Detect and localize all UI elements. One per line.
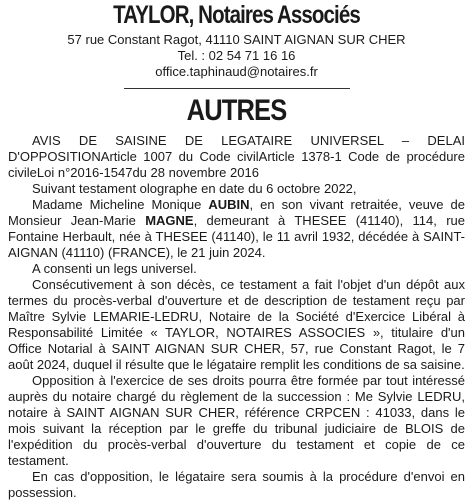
notice-paragraph-legacy: A consenti un legs universel. (32, 261, 197, 276)
firm-contact-block (4, 32, 469, 80)
deceased-text-a: Madame Micheline Monique (32, 197, 209, 212)
firm-name: TAYLOR, Notaires Associés (113, 1, 360, 29)
deceased-surname: AUBIN (208, 197, 250, 212)
spouse-surname: MAGNE (145, 213, 194, 228)
notice-paragraph-heading: AVIS DE SAISINE DE LEGATAIRE UNIVERSEL – DELAI D'OPPOSITIONArticle 1007 du Code civilArticle 1378-1 Code de procédure civileLoi n°2016-1547du 28 novembre 2016 (8, 133, 465, 180)
section-title: AUTRES (186, 94, 287, 127)
notice-paragraph-deposit: Consécutivement à son décès, ce testament a fait l'objet d'un dépôt aux termes du procès-verbal d'ouverture et de description de testament reçu par Maître Sylvie LEMARIE-LEDRU, Notaire de la Société d'Exercice Libéral à Responsabilité Limitée « TAYLOR, NOTAIRES ASSOCIES », titulaire d'un Office Notarial à SAINT AIGNAN SUR CHER, 57, rue Constant Ragot, le 7 août 2024, duquel il résulte que le légataire remplit les conditions de sa saisine. (8, 277, 465, 372)
notice-paragraph-opposition: Opposition à l'exercice de ses droits pourra être formée par tout intéressé auprès du notaire chargé du règlement de la succession : Me Sylvie LEDRU, notaire à SAINT AIGNAN SUR CHER, référence CRPCEN : 41033, dans le mois suivant la réception par le greffe du tribunal judiciaire de BLOIS de l'expédition du procès-verbal d'ouverture du testament et copie de ce testament. (8, 373, 465, 468)
deceased-text-b: , en son vivant retraitée, veuve de Monsieur Jean-Marie (8, 197, 465, 228)
firm-phone: Tel. : 02 54 71 16 16 (177, 48, 296, 63)
legal-notice (4, 0, 469, 501)
notice-body (4, 133, 469, 501)
deceased-text-c: , demeurant à THESEE (41140), 114, rue Fontaine Herbault, née à THESEE (41140), le 11 avril 1932, décédée à SAINT-AIGNAN (41110) (FRANCE), le 21 juin 2024. (8, 213, 465, 260)
notice-paragraph-testament-date: Suivant testament olographe en date du 6 octobre 2022, (32, 181, 357, 196)
firm-address: 57 rue Constant Ragot, 41110 SAINT AIGNAN SUR CHER (67, 32, 406, 47)
notice-paragraph-possession: En cas d'opposition, le légataire sera soumis à la procédure d'envoi en possession. (8, 469, 465, 500)
notice-paragraph-deceased (8, 197, 465, 261)
firm-email: office.taphinaud@notaires.fr (155, 64, 318, 79)
header-divider (124, 88, 350, 89)
